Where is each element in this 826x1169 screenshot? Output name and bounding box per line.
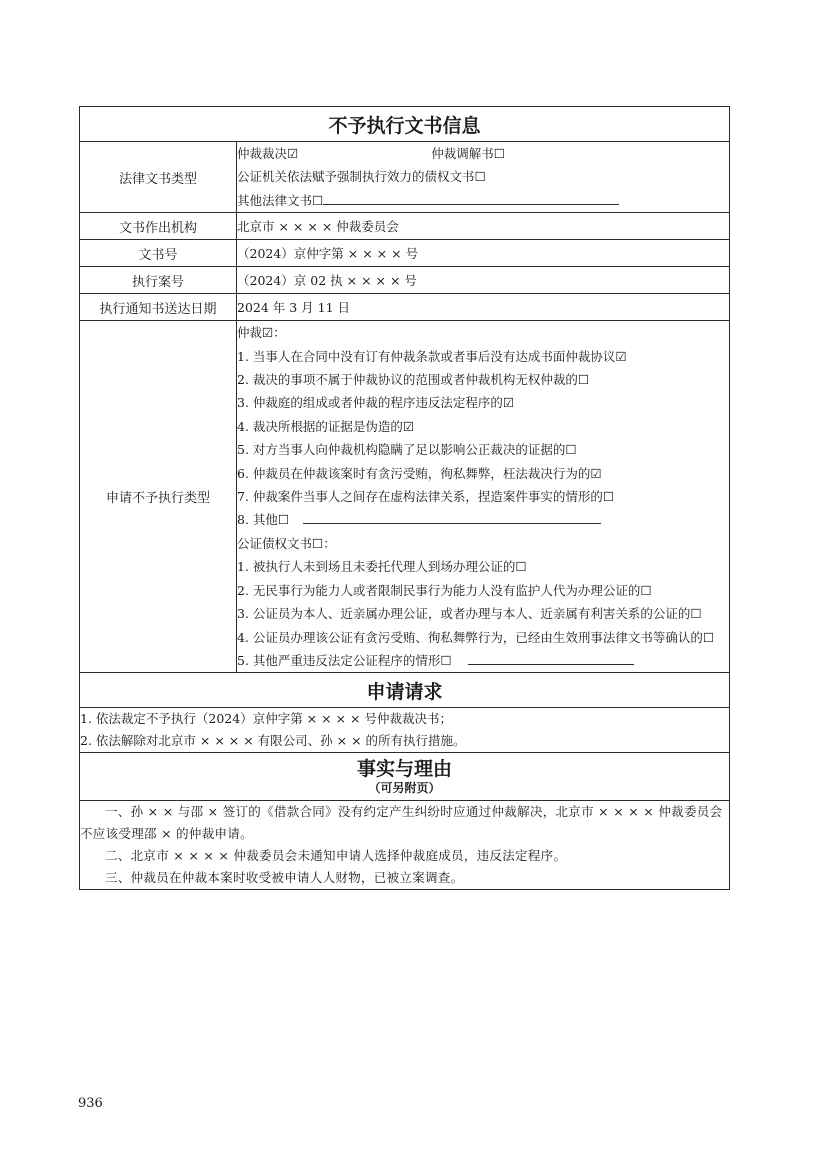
arb-other-blank xyxy=(303,510,601,524)
arb-other-item: 8. 其他☐ xyxy=(237,512,290,528)
doc-no-label: 文书号 xyxy=(80,240,237,267)
notary-item: 4. 公证员办理该公证有贪污受贿、徇私舞弊行为，已经由生效刑事法律文书等确认的☐ xyxy=(237,629,715,645)
notary-other-item: 5. 其他严重违反法定公证程序的情形☐ xyxy=(237,652,452,668)
facts-title-row xyxy=(80,753,730,801)
notary-heading: 公证债权文书☐： xyxy=(237,535,336,551)
non-execution-form-table xyxy=(79,106,730,890)
other-doc-blank xyxy=(323,191,619,205)
facts-title: 事实与理由 xyxy=(357,757,453,780)
arb-item: 3. 仲裁庭的组成或者仲裁的程序违反法定程序的☑ xyxy=(237,395,515,411)
option-notarized-debt-doc: 公证机关依法赋予强制执行效力的债权文书☐ xyxy=(237,169,486,185)
request-body xyxy=(80,708,730,753)
arb-item: 4. 裁决所根据的证据是伪造的☑ xyxy=(237,418,415,434)
request-title-row xyxy=(80,673,730,708)
notary-item: 2. 无民事行为能力人或者限制民事行为能力人没有监护人代为办理公证的☐ xyxy=(237,582,652,598)
arb-item: 5. 对方当事人向仲裁机构隐瞒了足以影响公正裁决的证据的☐ xyxy=(237,442,577,458)
doc-type-line-3 xyxy=(237,189,729,212)
request-body-row xyxy=(80,708,730,753)
request-item: 2. 依法解除对北京市 × × × × 有限公司、孙 × × 的所有执行措施。 xyxy=(80,733,466,749)
option-other-doc: 其他法律文书☐ xyxy=(237,192,324,208)
facts-paragraph: 三、仲裁员在仲裁本案时收受被申请人人财物，已被立案调查。 xyxy=(105,870,464,886)
non-exec-type-label: 申请不予执行类型 xyxy=(80,321,237,673)
arbitration-heading: 仲裁☑： xyxy=(237,325,286,341)
arb-item: 2. 裁决的事项不属于仲裁协议的范围或者仲裁机构无权仲裁的☐ xyxy=(237,372,590,388)
facts-subtitle: （可另附页） xyxy=(368,780,441,795)
notice-date-label: 执行通知书送达日期 xyxy=(80,294,237,321)
facts-body-row xyxy=(80,801,730,890)
facts-paragraph: 二、北京市 × × × × 仲裁委员会未通知申请人选择仲裁庭成员，违反法定程序。 xyxy=(105,848,567,864)
case-no-row xyxy=(80,267,730,294)
doc-type-line-1 xyxy=(237,142,729,165)
option-arbitration-award: 仲裁裁决☑ xyxy=(237,146,299,161)
arb-item: 6. 仲裁员在仲裁该案时有贪污受贿，徇私舞弊，枉法裁决行为的☑ xyxy=(237,465,602,481)
doc-type-row xyxy=(80,142,730,213)
notice-date-row xyxy=(80,294,730,321)
issuer-label: 文书作出机构 xyxy=(80,213,237,240)
notice-date-value: 2024 年 3 月 11 日 xyxy=(237,294,730,321)
facts-body xyxy=(80,801,730,890)
issuer-value: 北京市 × × × × 仲裁委员会 xyxy=(237,213,730,240)
form-title: 不予执行文书信息 xyxy=(80,107,730,142)
doc-type-options xyxy=(237,142,730,213)
request-title: 申请请求 xyxy=(80,673,730,708)
notary-other-line xyxy=(237,649,729,672)
arb-other-line xyxy=(237,508,729,531)
doc-no-row xyxy=(80,240,730,267)
request-item: 1. 依法裁定不予执行（2024）京仲字第 × × × × 号仲裁裁决书； xyxy=(80,711,452,727)
option-mediation-doc: 仲裁调解书☐ xyxy=(431,146,505,161)
header-row xyxy=(80,107,730,142)
case-no-label: 执行案号 xyxy=(80,267,237,294)
facts-title-cell xyxy=(80,753,730,801)
arb-item: 7. 仲裁案件当事人之间存在虚构法律关系，捏造案件事实的情形的☐ xyxy=(237,489,615,505)
case-no-value: （2024）京 02 执 × × × × 号 xyxy=(237,267,730,294)
facts-paragraph: 一、孙 × × 与邵 × 签订的《借款合同》没有约定产生纠纷时应通过仲裁解决，北京市 × × × × 仲裁委员会不应该受理邵 × 的仲裁申请。 xyxy=(80,804,723,842)
non-exec-type-options xyxy=(237,321,730,673)
notary-item: 3. 公证员为本人、近亲属办理公证，或者办理与本人、近亲属有利害关系的公证的☐ xyxy=(237,606,702,622)
issuer-row xyxy=(80,213,730,240)
notary-item: 1. 被执行人未到场且未委托代理人到场办理公证的☐ xyxy=(237,559,527,575)
doc-type-label: 法律文书类型 xyxy=(80,142,237,213)
non-exec-type-row xyxy=(80,321,730,673)
arb-item: 1. 当事人在合同中没有订有仲裁条款或者事后没有达成书面仲裁协议☑ xyxy=(237,348,627,364)
notary-other-blank xyxy=(468,651,634,665)
page-number: 936 xyxy=(78,1096,103,1111)
doc-no-value: （2024）京仲字第 × × × × 号 xyxy=(237,240,730,267)
